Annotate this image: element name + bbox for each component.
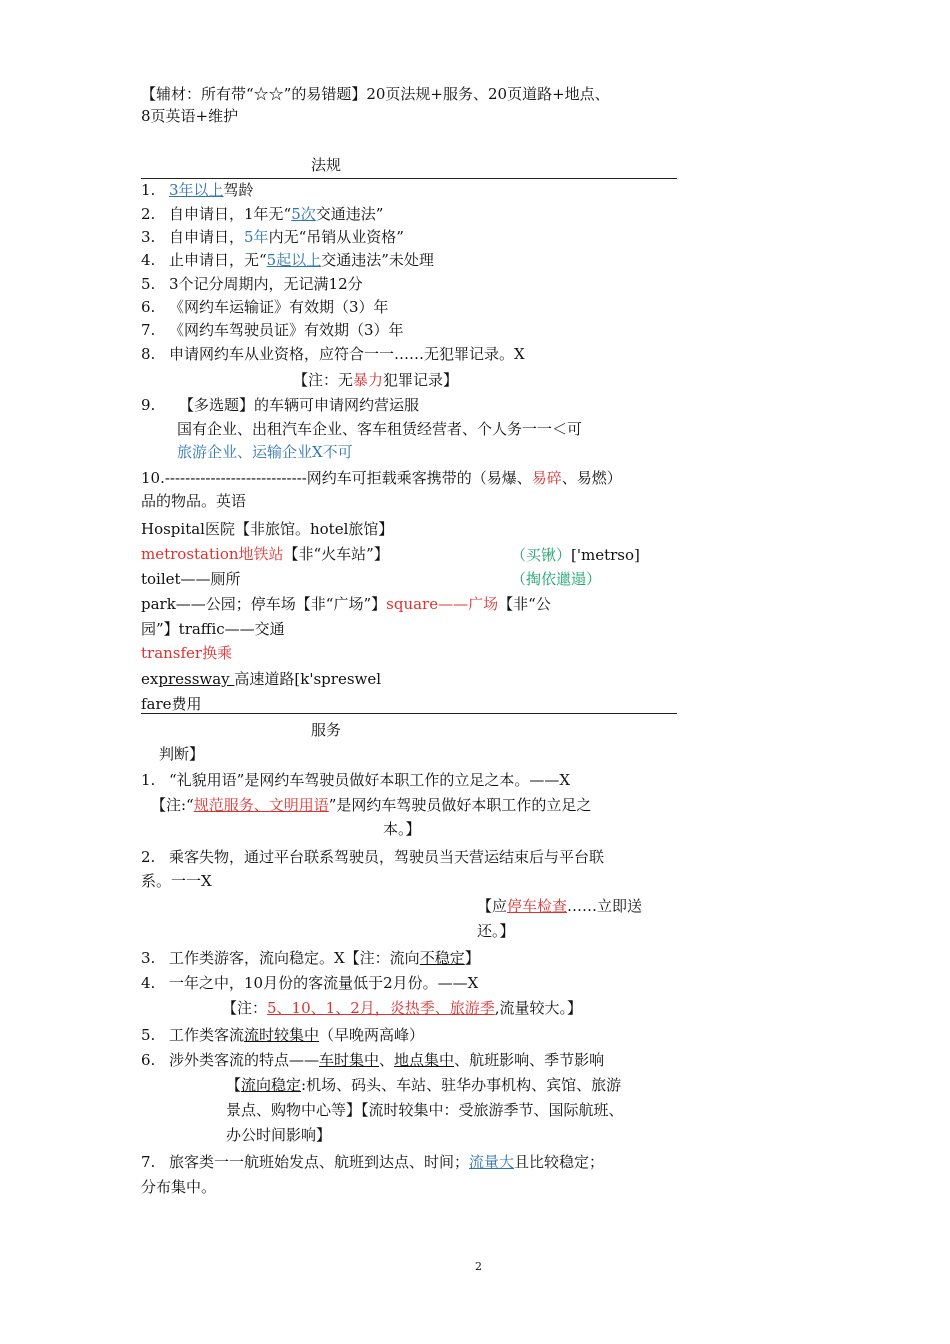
item-text: 《网约车驾驶员证》有效期（3）年: [169, 321, 404, 339]
item-number: 1.: [141, 771, 156, 789]
highlight-text: 5年: [244, 228, 269, 246]
vocab-park-line-2: 园”】traffic——交通: [141, 620, 285, 638]
item-text: 《网约车运输证》有效期（3）年: [169, 298, 389, 316]
item-text: 止申请日，无“: [169, 251, 267, 269]
highlight-text: 停车检查: [507, 897, 568, 915]
item-text: 】: [464, 949, 480, 967]
item-text: 自申请日，: [169, 228, 245, 246]
vocab-fare: fare费用: [141, 695, 202, 713]
item-number: 8.: [141, 345, 156, 363]
service-item-7-line-2: 分布集中。: [141, 1178, 217, 1196]
law-item-10: [141, 468, 622, 488]
section-heading-law: 法规: [311, 156, 342, 174]
item-text: 涉外类客流的特点——: [169, 1051, 320, 1069]
service-item-1-note: [151, 795, 591, 815]
law-item-8-note: [293, 370, 458, 390]
intro-line-2: 8页英语+维护: [141, 107, 239, 125]
intro-line-1: 【辅材：所有带“☆☆”的易错题】20页法规+服务、20页道路+地点、: [141, 85, 610, 103]
item-text: 交通违法”未处理: [321, 251, 434, 269]
item-text: 3个记分周期内，无记满12分: [169, 275, 363, 293]
item-text: 自申请日，1年无“: [169, 205, 292, 223]
item-text: 内无“吊销从业资格”: [268, 228, 404, 246]
law-item-7: [141, 320, 404, 340]
service-item-1-note-line-2: 本。】: [383, 820, 421, 838]
service-item-2-note: [477, 896, 642, 916]
phonetic-text: ['metrso]: [571, 546, 640, 564]
item-text: 、: [379, 1051, 395, 1069]
item-text: 、航班影响、季节影响: [454, 1051, 605, 1069]
item-text: 工作类客流: [169, 1026, 245, 1044]
vocab-toilet-note: （掏依邋遢）: [511, 570, 602, 588]
note-text: 【注：无: [293, 371, 354, 389]
law-item-8: [141, 344, 525, 364]
item-text: 申请网约车从业资格，应符合一一……无犯罪记录。X: [169, 345, 525, 363]
section-divider: [141, 178, 677, 179]
highlight-text: 暴力: [353, 371, 384, 389]
service-item-6-note-1: [226, 1075, 621, 1095]
note-text: ,流量较大。】: [494, 999, 583, 1017]
highlight-text: square——广场: [386, 595, 499, 613]
vocab-metro-note: [511, 545, 640, 565]
item-number: 7.: [141, 1153, 156, 1171]
service-item-6-note-3: 办公时间影响】: [226, 1126, 332, 1144]
service-item-2-note-line-2: 还。】: [477, 922, 515, 940]
underlined-text: 车时集中: [319, 1051, 380, 1069]
page-number: 2: [475, 1260, 482, 1273]
item-text: “礼貌用语”是网约车驾驶员做好本职工作的立足之本。——X: [169, 771, 571, 789]
item-text: 工作类游客，流向稳定。X【注：流向: [169, 949, 420, 967]
item-text: 乘客失物，通过平台联系驾驶员，驾驶员当天营运结束后与平台联: [169, 848, 605, 866]
item-number: 5.: [141, 1026, 156, 1044]
highlight-text: 5、10、1、2月，炎热季、旅游季: [267, 999, 495, 1017]
item-number: 6.: [141, 1051, 156, 1069]
item-text: 一年之中，10月份的客流量低于2月份。——X: [169, 974, 479, 992]
law-item-6: [141, 297, 389, 317]
item-number: 5.: [141, 275, 156, 293]
service-item-3: [141, 948, 480, 968]
item-number: 6.: [141, 298, 156, 316]
highlight-text: metrostation地铁站: [141, 545, 284, 563]
highlight-text: 规范服务、文明用语: [193, 796, 329, 814]
service-item-4: [141, 973, 478, 993]
note-text: ……立即送: [567, 897, 643, 915]
vocab-metro: [141, 544, 389, 564]
underlined-text: 流时较集中: [244, 1026, 320, 1044]
item-text: 且比较稳定；: [514, 1153, 605, 1171]
service-item-2-line-2: 系。一一X: [141, 872, 212, 890]
judge-label: 判断】: [159, 745, 205, 763]
service-item-6: [141, 1050, 604, 1070]
mnemonic-text: （买锹）: [511, 546, 572, 564]
vocab-park: [141, 594, 551, 614]
service-item-5: [141, 1025, 424, 1045]
underlined-text: 地点集中: [394, 1051, 455, 1069]
vocab-text: 高速道路[k'spreswel: [234, 670, 382, 688]
vocab-expressway: [141, 669, 381, 689]
highlight-text: 5起以上: [266, 251, 322, 269]
item-number: 4.: [141, 974, 156, 992]
law-item-5: [141, 274, 363, 294]
item-text: 、易燃）: [561, 469, 622, 487]
law-item-4: [141, 250, 434, 270]
vocab-text: ex: [141, 670, 159, 688]
item-number: 2.: [141, 848, 156, 866]
item-text: （早晚两高峰）: [319, 1026, 425, 1044]
item-text: 【多选题】的车辆可申请网约营运服: [179, 396, 420, 414]
service-item-1: [141, 770, 570, 790]
law-item-2: [141, 204, 383, 224]
item-number: 3.: [141, 949, 156, 967]
law-item-9: [141, 395, 419, 415]
vocab-hospital: Hospital医院【非旅馆。hotel旅馆】: [141, 520, 394, 538]
service-item-7: [141, 1152, 604, 1172]
note-text: 【注：: [222, 999, 268, 1017]
underlined-text: 不稳定: [419, 949, 465, 967]
note-text: 犯罪记录】: [383, 371, 459, 389]
law-item-9-line-2: 国有企业、出租汽车企业、客车租赁经营者、个人务一一＜可: [177, 420, 583, 438]
law-item-1: [141, 180, 254, 200]
service-item-4-note: [222, 998, 582, 1018]
highlight-text: 易碎: [531, 469, 562, 487]
law-item-9-line-3: 旅游企业、运输企业X不可: [177, 443, 353, 461]
note-text: :机场、码头、车站、驻华办事机构、宾馆、旅游: [301, 1076, 622, 1094]
vocab-text: park——公园；停车场【非“广场”】: [141, 595, 387, 613]
vocab-text: 【非“火车站”】: [283, 545, 389, 563]
item-number: 9.: [141, 396, 156, 414]
highlight-text: 流量大: [469, 1153, 515, 1171]
underlined-text: pressway: [158, 670, 235, 688]
highlight-text: 3年以上: [169, 181, 224, 199]
note-text: ”是网约车驾驶员做好本职工作的立足之: [328, 796, 592, 814]
item-number: 4.: [141, 251, 156, 269]
item-number: 1.: [141, 181, 156, 199]
law-item-10-line-2: 品的物品。英语: [141, 492, 247, 510]
vocab-toilet: toilet——厕所: [141, 570, 241, 588]
item-text: 驾龄: [223, 181, 254, 199]
item-number: 7.: [141, 321, 156, 339]
service-item-2: [141, 847, 604, 867]
highlight-text: 5次: [291, 205, 316, 223]
vocab-text: 【非“公: [498, 595, 551, 613]
item-text: 旅客类一一航班始发点、航班到达点、时间；: [169, 1153, 470, 1171]
note-text: 【注:“: [151, 796, 194, 814]
law-item-3: [141, 227, 404, 247]
note-text: 【: [226, 1076, 242, 1094]
item-text: 10.----------------------------网约车可拒载乘客携带的（易爆、: [141, 469, 532, 487]
service-item-6-note-2: 景点、购物中心等】【流时较集中：受旅游季节、国际航班、: [226, 1101, 624, 1119]
section-divider: [141, 713, 677, 714]
item-text: 交通违法”: [315, 205, 384, 223]
item-number: 2.: [141, 205, 156, 223]
note-text: 【应: [477, 897, 508, 915]
item-number: 3.: [141, 228, 156, 246]
vocab-transfer: transfer换乘: [141, 644, 233, 662]
section-heading-service: 服务: [311, 721, 342, 739]
underlined-text: 流向稳定: [241, 1076, 302, 1094]
